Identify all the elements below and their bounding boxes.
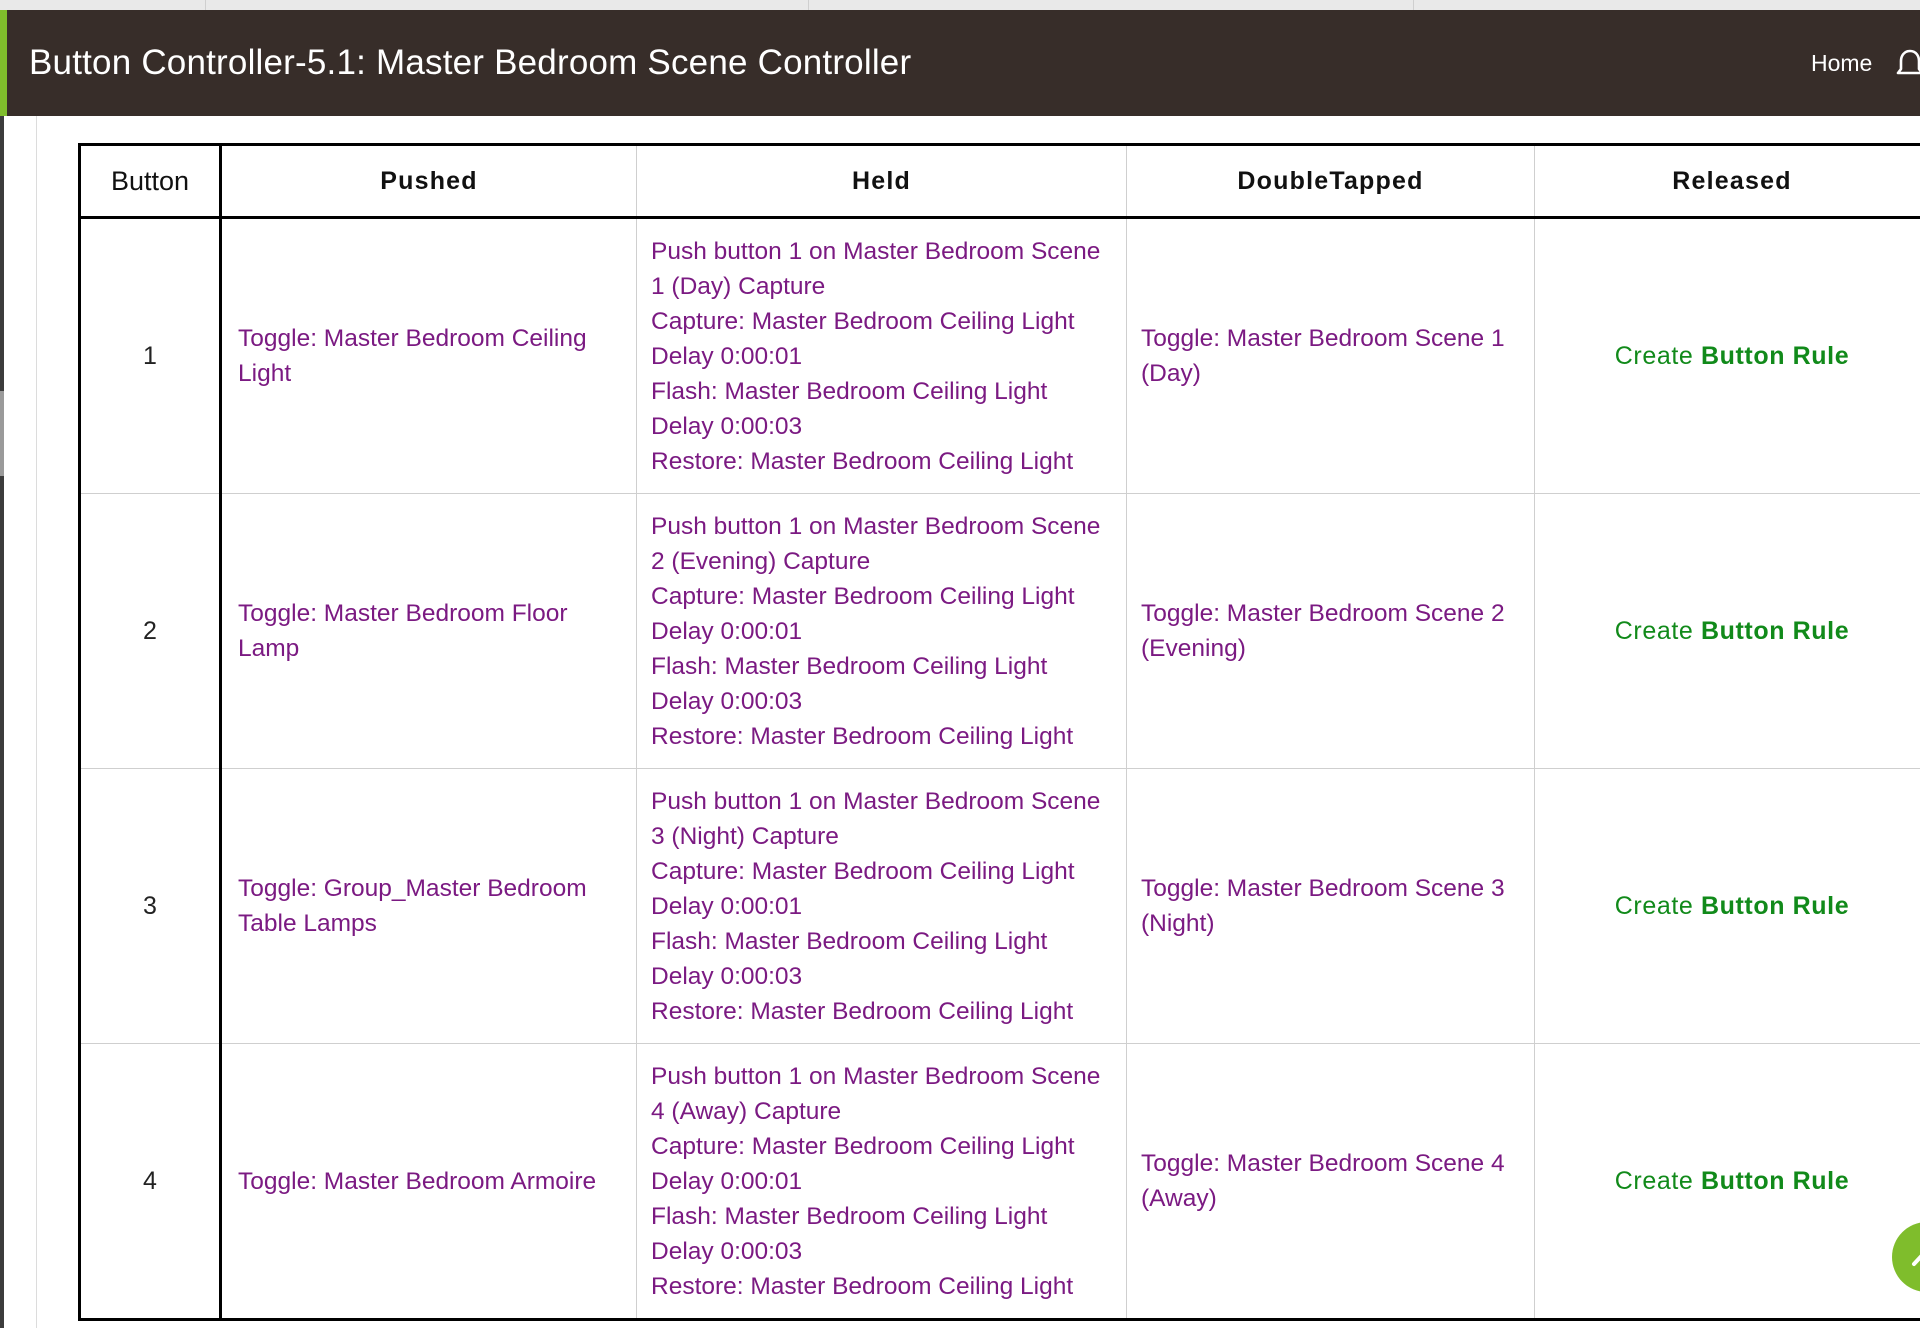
pushed-action[interactable]: Toggle: Group_Master Bedroom Table Lamps bbox=[221, 769, 637, 1044]
button-rule-label: Button Rule bbox=[1700, 341, 1850, 370]
held-line: Flash: Master Bedroom Ceiling Light bbox=[651, 1202, 1048, 1230]
held-line: Capture: Master Bedroom Ceiling Light bbox=[651, 857, 1075, 885]
released-cell bbox=[1535, 769, 1920, 1044]
table-row bbox=[80, 494, 1920, 769]
button-number: 1 bbox=[80, 218, 221, 494]
notification-bell-icon[interactable] bbox=[1896, 48, 1920, 80]
doubletapped-action[interactable]: Toggle: Master Bedroom Scene 4 (Away) bbox=[1127, 1044, 1535, 1320]
held-line: Delay 0:00:03 bbox=[651, 412, 803, 440]
create-button-rule-link[interactable] bbox=[1615, 342, 1849, 370]
table-row bbox=[80, 218, 1920, 494]
column-header-released: Released bbox=[1535, 145, 1920, 218]
column-header-held: Held bbox=[637, 145, 1127, 218]
create-prefix: Create bbox=[1614, 341, 1694, 370]
button-number: 3 bbox=[80, 769, 221, 1044]
held-action[interactable] bbox=[637, 769, 1127, 1044]
create-prefix: Create bbox=[1614, 616, 1694, 645]
scrollbar-thumb[interactable] bbox=[0, 391, 4, 476]
held-line: Push button 1 on Master Bedroom Scene bbox=[651, 787, 1101, 815]
held-line: Delay 0:00:03 bbox=[651, 962, 803, 990]
held-line: Capture: Master Bedroom Ceiling Light bbox=[651, 1132, 1075, 1160]
pushed-action[interactable]: Toggle: Master Bedroom Armoire bbox=[221, 1044, 637, 1320]
pushed-action[interactable]: Toggle: Master Bedroom Floor Lamp bbox=[221, 494, 637, 769]
create-button-rule-link[interactable] bbox=[1615, 617, 1849, 645]
released-cell bbox=[1535, 1044, 1920, 1320]
held-line: Restore: Master Bedroom Ceiling Light bbox=[651, 722, 1074, 750]
table-row bbox=[80, 1044, 1920, 1320]
held-action[interactable] bbox=[637, 1044, 1127, 1320]
chevron-up-icon bbox=[1910, 1242, 1920, 1272]
create-prefix: Create bbox=[1614, 891, 1694, 920]
held-line: Restore: Master Bedroom Ceiling Light bbox=[651, 997, 1074, 1025]
held-line: Delay 0:00:01 bbox=[651, 1167, 803, 1195]
held-line: Capture: Master Bedroom Ceiling Light bbox=[651, 307, 1075, 335]
app-header bbox=[0, 10, 1920, 116]
create-prefix: Create bbox=[1614, 1166, 1694, 1195]
doubletapped-action[interactable]: Toggle: Master Bedroom Scene 2 (Evening) bbox=[1127, 494, 1535, 769]
held-action[interactable] bbox=[637, 218, 1127, 494]
held-line: Delay 0:00:03 bbox=[651, 1237, 803, 1265]
held-line: Flash: Master Bedroom Ceiling Light bbox=[651, 377, 1048, 405]
held-action[interactable] bbox=[637, 494, 1127, 769]
create-button-rule-link[interactable] bbox=[1615, 1167, 1849, 1195]
left-scrollbar[interactable] bbox=[0, 116, 4, 1328]
create-button-rule-link[interactable] bbox=[1615, 892, 1849, 920]
tab-divider bbox=[1413, 0, 1414, 10]
held-line: 1 (Day) Capture bbox=[651, 272, 826, 300]
held-line: 3 (Night) Capture bbox=[651, 822, 839, 850]
button-rule-label: Button Rule bbox=[1700, 1166, 1850, 1195]
tab-divider bbox=[808, 0, 809, 10]
column-header-pushed: Pushed bbox=[221, 145, 637, 218]
table-header-row bbox=[80, 145, 1920, 218]
held-line: Flash: Master Bedroom Ceiling Light bbox=[651, 927, 1048, 955]
held-line: Push button 1 on Master Bedroom Scene bbox=[651, 1062, 1101, 1090]
held-line: 4 (Away) Capture bbox=[651, 1097, 842, 1125]
pushed-action[interactable]: Toggle: Master Bedroom Ceiling Light bbox=[221, 218, 637, 494]
button-number: 4 bbox=[80, 1044, 221, 1320]
held-line: Capture: Master Bedroom Ceiling Light bbox=[651, 582, 1075, 610]
page-title: Button Controller-5.1: Master Bedroom Scene Controller bbox=[29, 43, 912, 82]
button-mapping-table-container bbox=[78, 143, 1920, 1321]
held-line: Restore: Master Bedroom Ceiling Light bbox=[651, 1272, 1074, 1300]
column-header-button: Button bbox=[80, 145, 221, 218]
held-line: Push button 1 on Master Bedroom Scene bbox=[651, 512, 1101, 540]
doubletapped-action[interactable]: Toggle: Master Bedroom Scene 1 (Day) bbox=[1127, 218, 1535, 494]
button-rule-label: Button Rule bbox=[1700, 616, 1850, 645]
held-line: Restore: Master Bedroom Ceiling Light bbox=[651, 447, 1074, 475]
released-cell bbox=[1535, 494, 1920, 769]
header-accent-bar bbox=[0, 10, 7, 116]
home-link[interactable]: Home bbox=[1811, 50, 1873, 76]
held-line: Delay 0:00:03 bbox=[651, 687, 803, 715]
button-number: 2 bbox=[80, 494, 221, 769]
button-mapping-table bbox=[78, 143, 1920, 1321]
held-line: Delay 0:00:01 bbox=[651, 617, 803, 645]
button-rule-label: Button Rule bbox=[1700, 891, 1850, 920]
doubletapped-action[interactable]: Toggle: Master Bedroom Scene 3 (Night) bbox=[1127, 769, 1535, 1044]
held-line: Flash: Master Bedroom Ceiling Light bbox=[651, 652, 1048, 680]
held-line: Delay 0:00:01 bbox=[651, 892, 803, 920]
held-line: Delay 0:00:01 bbox=[651, 342, 803, 370]
held-line: 2 (Evening) Capture bbox=[651, 547, 871, 575]
tab-divider bbox=[205, 0, 206, 10]
held-line: Push button 1 on Master Bedroom Scene bbox=[651, 237, 1101, 265]
released-cell bbox=[1535, 218, 1920, 494]
column-header-doubletapped: DoubleTapped bbox=[1127, 145, 1535, 218]
table-row bbox=[80, 769, 1920, 1044]
left-guide-line bbox=[36, 116, 37, 1328]
